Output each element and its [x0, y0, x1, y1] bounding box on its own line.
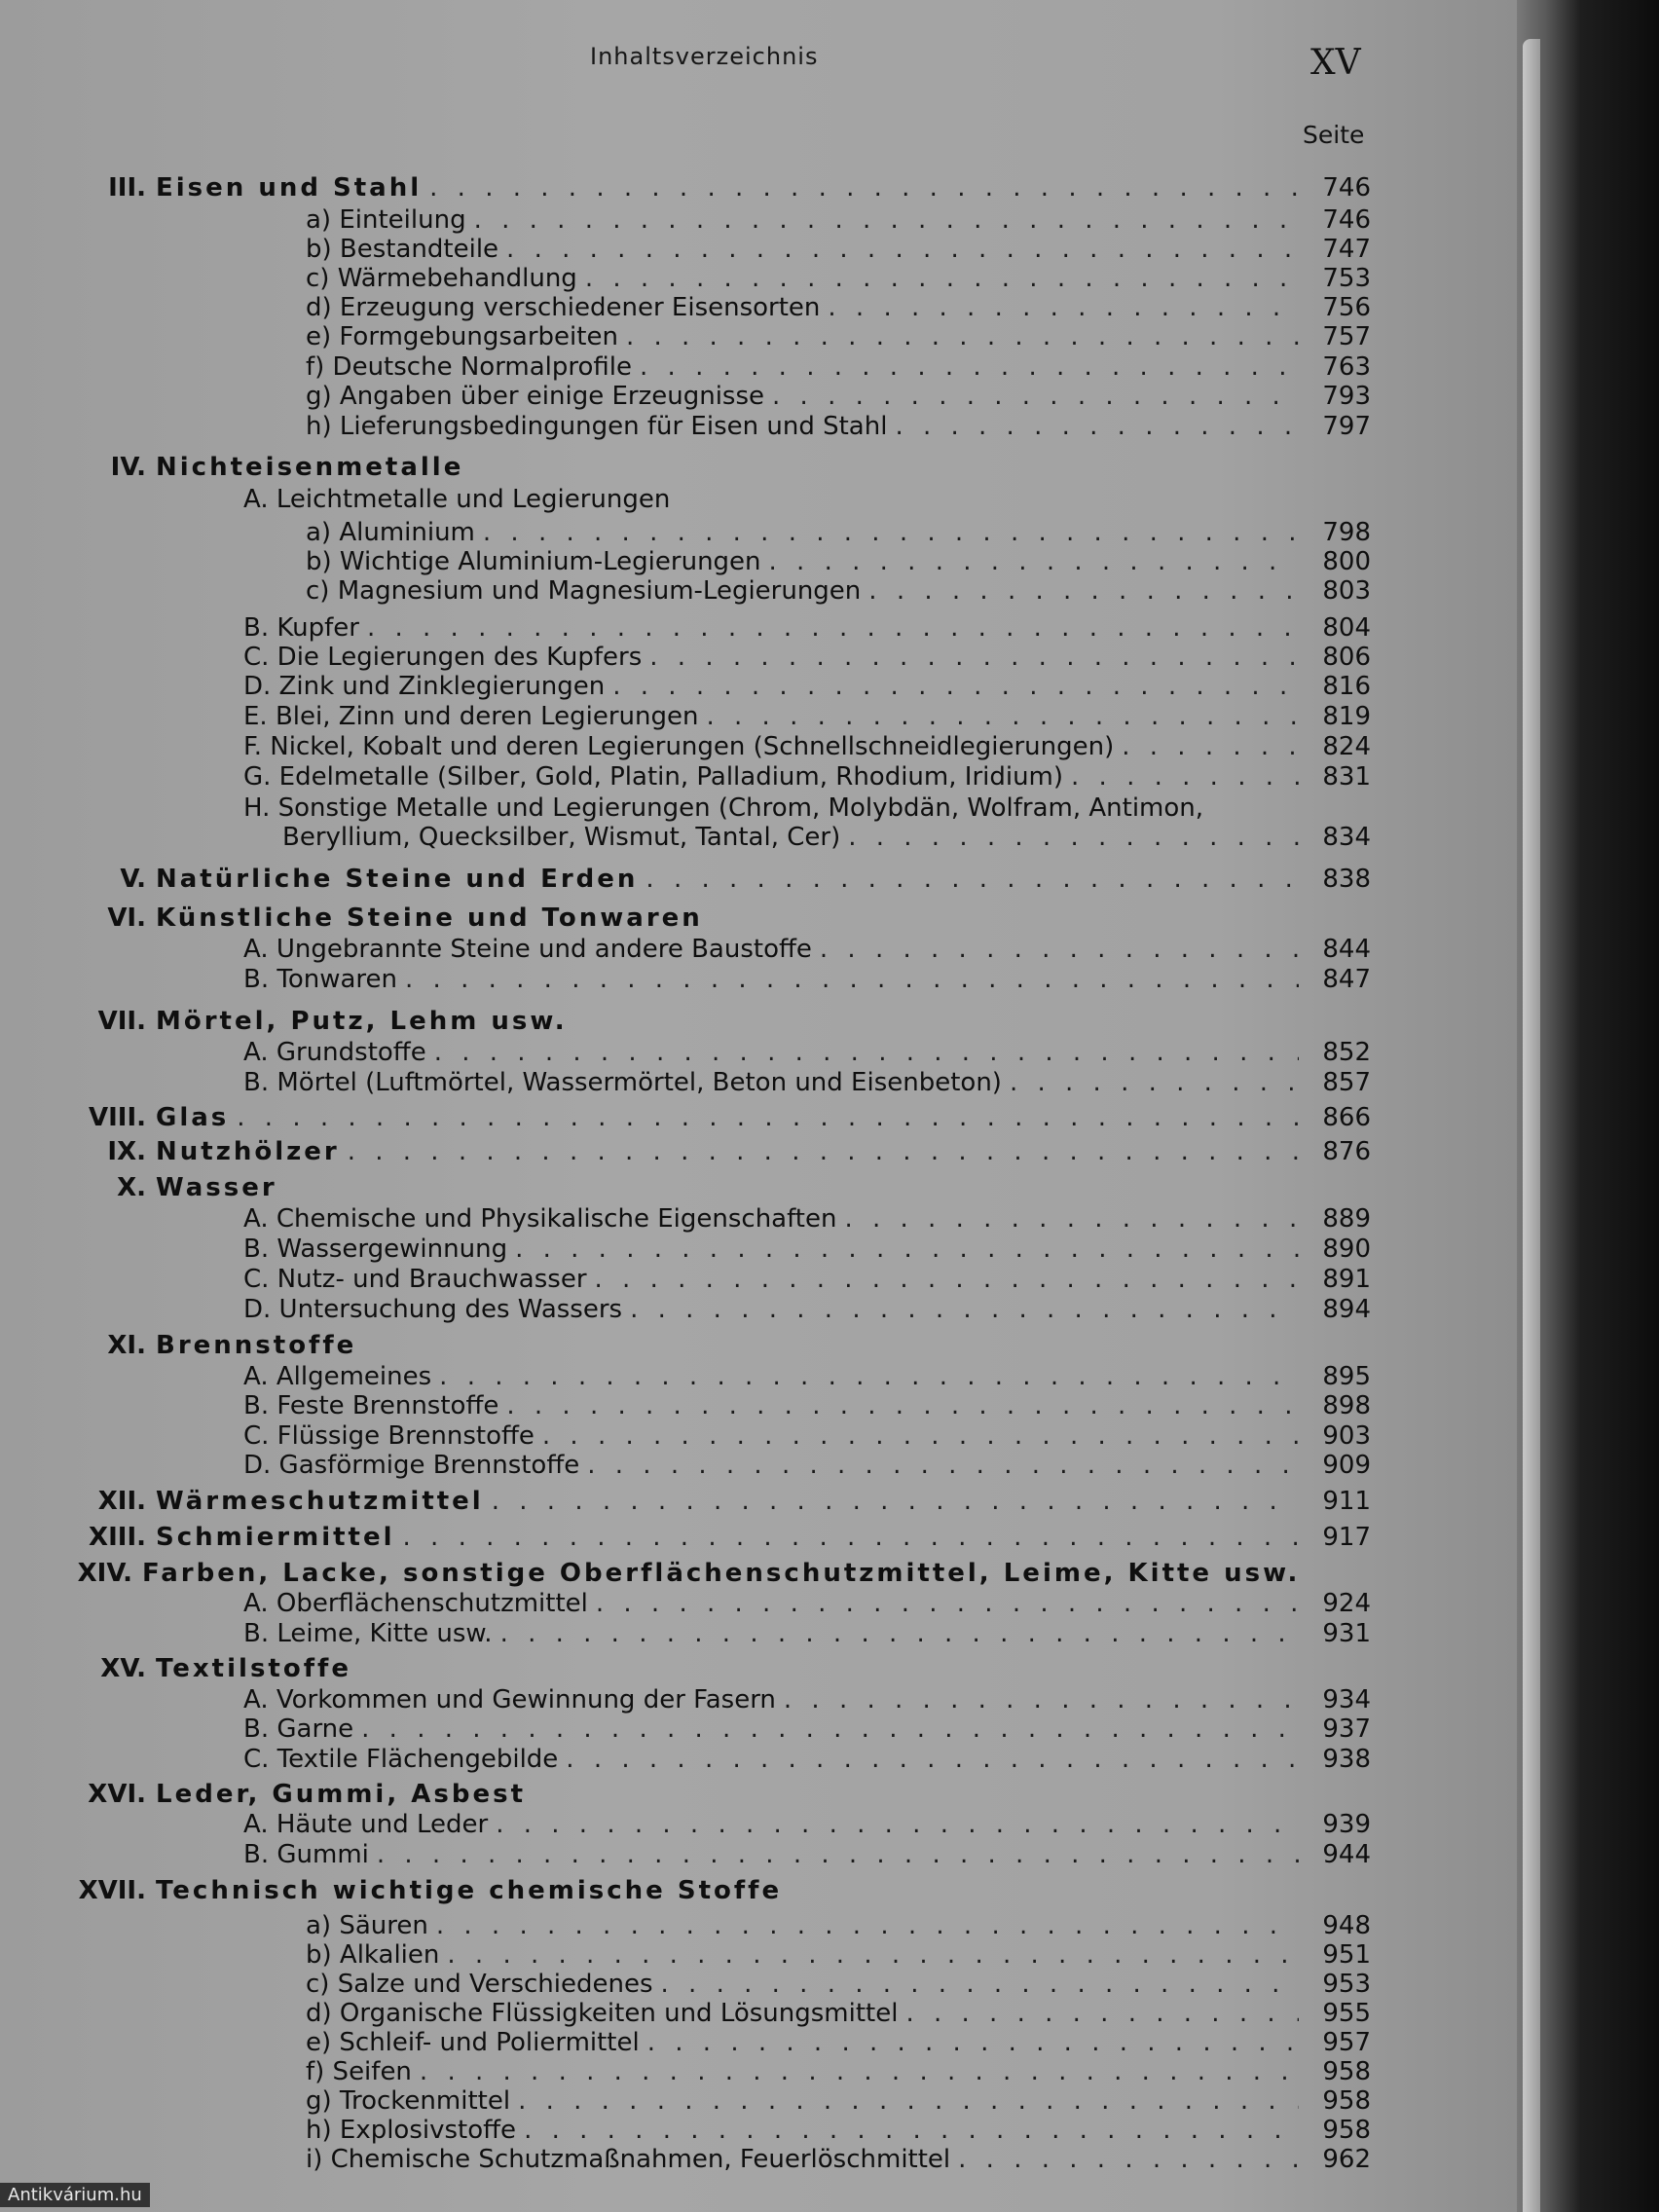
toc-entry	[306, 2028, 1371, 2057]
toc-entry	[58, 1137, 1371, 1166]
toc-entry-page: 798	[1322, 518, 1371, 547]
toc-entry	[243, 1265, 1371, 1294]
toc-entry	[243, 762, 1371, 792]
toc-entry-label: A. Allgemeines	[243, 1362, 432, 1391]
toc-leader-dots	[496, 1810, 1299, 1839]
toc-leader-dots	[348, 1137, 1299, 1166]
toc-entry-page: 917	[1322, 1523, 1371, 1552]
toc-entry	[243, 1810, 1371, 1839]
toc-leader-dots	[630, 1295, 1299, 1324]
toc-leader-dots	[596, 1589, 1299, 1618]
toc-entry-page: 891	[1322, 1265, 1371, 1294]
toc-entry	[243, 1038, 1371, 1067]
toc-leader-dots	[848, 823, 1299, 852]
toc-entry-label: C. Nutz- und Brauchwasser	[243, 1265, 587, 1294]
toc-entry-page: 866	[1322, 1103, 1371, 1132]
toc-entry	[58, 453, 1371, 482]
toc-entry-page: 844	[1322, 935, 1371, 964]
toc-leader-dots	[377, 1840, 1299, 1869]
toc-leader-dots	[649, 643, 1299, 672]
toc-entry-page: 958	[1322, 2116, 1371, 2145]
toc-entry-page: 803	[1322, 576, 1371, 606]
toc-entry-label: c) Salze und Verschiedenes	[306, 1970, 653, 1999]
toc-entry-label: B. Mörtel (Luftmörtel, Wassermörtel, Beton und Eisenbeton)	[243, 1068, 1002, 1097]
toc-leader-dots	[706, 702, 1299, 731]
toc-leader-dots	[645, 865, 1299, 894]
toc-entry-label: A. Vorkommen und Gewinnung der Fasern	[243, 1685, 776, 1714]
toc-leader-dots	[784, 1685, 1299, 1714]
page-column-heading: Seite	[1303, 121, 1365, 149]
toc-entry	[243, 1619, 1371, 1648]
toc-entry-label: Leder, Gummi, Asbest	[156, 1780, 526, 1809]
toc-entry	[243, 702, 1371, 731]
toc-entry	[58, 1559, 1371, 1588]
toc-entry	[58, 1780, 1371, 1809]
toc-leader-dots	[483, 518, 1299, 547]
toc-entry-label: A. Grundstoffe	[243, 1038, 426, 1067]
toc-entry-label: D. Zink und Zinklegierungen	[243, 672, 606, 701]
toc-entry	[243, 732, 1371, 761]
toc-entry	[306, 1940, 1371, 1970]
toc-entry	[306, 322, 1371, 351]
toc-leader-dots	[868, 576, 1299, 606]
toc-entry-label: Eisen und Stahl	[156, 173, 423, 203]
toc-entry-page: 746	[1322, 205, 1371, 235]
toc-entry	[58, 173, 1371, 203]
toc-leader-dots	[626, 322, 1299, 351]
toc-entry	[243, 1235, 1371, 1264]
toc-entry-label: Künstliche Steine und Tonwaren	[156, 903, 703, 933]
toc-entry	[243, 935, 1371, 964]
toc-entry	[306, 382, 1371, 411]
toc-entry-page: 938	[1322, 1745, 1371, 1774]
toc-entry-number: XIII.	[89, 1523, 146, 1552]
toc-entry-label: g) Trockenmittel	[306, 2086, 511, 2116]
toc-entry-number: VIII.	[88, 1103, 146, 1132]
toc-entry-page: 747	[1322, 235, 1371, 264]
toc-entry-page: 911	[1322, 1487, 1371, 1516]
toc-entry	[306, 2145, 1371, 2174]
toc-entry-label: A. Oberflächenschutzmittel	[243, 1589, 588, 1618]
watermark: Antikvárium.hu	[0, 2183, 150, 2207]
page-stack-edge	[1523, 39, 1540, 2212]
toc-leader-dots	[612, 672, 1299, 701]
toc-entry-page: 834	[1322, 823, 1371, 852]
toc-entry-label: c) Magnesium und Magnesium-Legierungen	[306, 576, 862, 606]
toc-leader-dots	[518, 2086, 1299, 2116]
toc-entry	[306, 235, 1371, 264]
toc-entry-number: VII.	[97, 1007, 146, 1036]
toc-leader-dots	[474, 205, 1299, 235]
toc-leader-dots	[844, 1204, 1299, 1234]
toc-entry	[306, 205, 1371, 235]
toc-entry-label: C. Textile Flächengebilde	[243, 1745, 559, 1774]
toc-entry-number: XI.	[107, 1331, 146, 1360]
toc-entry-label: b) Wichtige Aluminium-Legierungen	[306, 547, 761, 576]
toc-entry-label: B. Garne	[243, 1714, 354, 1744]
toc-entry-label: D. Gasförmige Brennstoffe	[243, 1451, 580, 1480]
toc-entry-number: XIV.	[77, 1559, 132, 1588]
toc-entry	[243, 1714, 1371, 1744]
toc-entry-label: B. Tonwaren	[243, 965, 398, 994]
toc-entry-page: 793	[1322, 382, 1371, 411]
toc-entry	[306, 1970, 1371, 1999]
toc-entry-page: 894	[1322, 1295, 1371, 1324]
toc-entry-page: 939	[1322, 1810, 1371, 1839]
toc-leader-dots	[439, 1362, 1299, 1391]
toc-leader-dots	[361, 1714, 1299, 1744]
toc-leader-dots	[447, 1940, 1299, 1970]
toc-leader-dots	[237, 1103, 1299, 1132]
toc-entry-page: 876	[1322, 1137, 1371, 1166]
toc-entry-label: B. Wassergewinnung	[243, 1235, 508, 1264]
toc-leader-dots	[828, 293, 1299, 322]
toc-entry	[243, 1204, 1371, 1234]
toc-entry-page: 831	[1322, 762, 1371, 792]
toc-entry-label: B. Kupfer	[243, 613, 359, 643]
toc-entry-number: III.	[108, 173, 146, 203]
toc-leader-dots	[492, 1487, 1299, 1516]
toc-leader-dots	[585, 264, 1299, 293]
toc-entry	[243, 643, 1371, 672]
toc-entry-page: 937	[1322, 1714, 1371, 1744]
toc-entry	[243, 1451, 1371, 1480]
toc-entry-number: X.	[117, 1173, 146, 1202]
toc-entry	[243, 1295, 1371, 1324]
toc-entry	[58, 1173, 1371, 1202]
toc-leader-dots	[820, 935, 1299, 964]
toc-entry-number: IV.	[110, 453, 146, 482]
toc-entry-number: XVII.	[78, 1876, 146, 1905]
toc-leader-dots	[506, 235, 1299, 264]
toc-entry	[243, 793, 1371, 823]
toc-entry-page: 847	[1322, 965, 1371, 994]
toc-entry	[243, 672, 1371, 701]
toc-entry-page: 924	[1322, 1589, 1371, 1618]
toc-leader-dots	[772, 382, 1299, 411]
toc-entry-page: 903	[1322, 1421, 1371, 1451]
toc-leader-dots	[661, 1970, 1299, 1999]
toc-entry-page: 931	[1322, 1619, 1371, 1648]
toc-entry-label: h) Explosivstoffe	[306, 2116, 517, 2145]
toc-entry	[58, 1103, 1371, 1132]
toc-leader-dots	[1010, 1068, 1299, 1097]
toc-entry-label: Glas	[156, 1103, 230, 1132]
toc-entry-label: A. Ungebrannte Steine und andere Baustoffe	[243, 935, 812, 964]
toc-entry-page: 948	[1322, 1911, 1371, 1940]
toc-leader-dots	[506, 1391, 1299, 1420]
toc-entry-page: 895	[1322, 1362, 1371, 1391]
toc-entry-label: B. Feste Brennstoffe	[243, 1391, 499, 1420]
page-number-roman: XV	[1310, 43, 1361, 83]
toc-entry	[306, 576, 1371, 606]
toc-entry-page: 763	[1322, 352, 1371, 382]
toc-entry-number: V.	[120, 865, 146, 894]
toc-entry	[58, 1007, 1371, 1036]
toc-entry	[58, 903, 1371, 933]
toc-leader-dots	[500, 1619, 1299, 1648]
toc-entry-label: A. Häute und Leder	[243, 1810, 489, 1839]
toc-entry-label: f) Deutsche Normalprofile	[306, 352, 633, 382]
toc-entry-page: 957	[1322, 2028, 1371, 2057]
toc-entry-label: Natürliche Steine und Erden	[156, 865, 639, 894]
toc-entry	[243, 485, 1371, 514]
page-header-title: Inhaltsverzeichnis	[590, 43, 819, 70]
toc-entry-page: 953	[1322, 1970, 1371, 1999]
toc-leader-dots	[420, 2057, 1299, 2086]
toc-entry-page: 958	[1322, 2057, 1371, 2086]
toc-entry-label: Mörtel, Putz, Lehm usw.	[156, 1007, 568, 1036]
toc-entry-number: XII.	[97, 1487, 146, 1516]
toc-entry	[243, 1362, 1371, 1391]
toc-entry	[243, 1068, 1371, 1097]
toc-entry	[282, 823, 1371, 852]
toc-entry	[306, 352, 1371, 382]
toc-entry-page: 819	[1322, 702, 1371, 731]
toc-entry-page: 753	[1322, 264, 1371, 293]
toc-entry-label: Wasser	[156, 1173, 277, 1202]
toc-entry-page: 757	[1322, 322, 1371, 351]
toc-leader-dots	[436, 1911, 1299, 1940]
toc-leader-dots	[515, 1235, 1299, 1264]
toc-entry	[243, 1840, 1371, 1869]
toc-entry	[58, 865, 1371, 894]
toc-leader-dots	[895, 412, 1299, 441]
toc-leader-dots	[403, 1523, 1299, 1552]
toc-entry-page: 746	[1322, 173, 1371, 203]
toc-entry	[58, 1654, 1371, 1683]
toc-entry-label: Nichteisenmetalle	[156, 453, 464, 482]
toc-entry-label: b) Bestandteile	[306, 235, 499, 264]
toc-entry-label: A. Leichtmetalle und Legierungen	[243, 485, 671, 514]
toc-entry	[58, 1331, 1371, 1360]
toc-entry	[243, 1685, 1371, 1714]
toc-entry-page: 824	[1322, 732, 1371, 761]
toc-leader-dots	[524, 2116, 1299, 2145]
toc-entry-page: 890	[1322, 1235, 1371, 1264]
toc-entry-page: 955	[1322, 1999, 1371, 2028]
toc-leader-dots	[434, 1038, 1299, 1067]
toc-entry-label: g) Angaben über einige Erzeugnisse	[306, 382, 765, 411]
toc-entry-page: 962	[1322, 2145, 1371, 2174]
toc-entry-page: 852	[1322, 1038, 1371, 1067]
toc-entry-label: Farben, Lacke, sonstige Oberflächenschutzmittel, Leime, Kitte usw.	[142, 1559, 1301, 1588]
toc-leader-dots	[640, 352, 1299, 382]
toc-entry	[243, 1391, 1371, 1420]
toc-entry	[306, 412, 1371, 441]
toc-entry-label: h) Lieferungsbedingungen für Eisen und Stahl	[306, 412, 888, 441]
toc-entry-label: d) Organische Flüssigkeiten und Lösungsmittel	[306, 1999, 899, 2028]
toc-entry	[243, 1589, 1371, 1618]
toc-entry-page: 944	[1322, 1840, 1371, 1869]
toc-entry	[243, 613, 1371, 643]
toc-entry-page: 756	[1322, 293, 1371, 322]
toc-leader-dots	[1122, 732, 1299, 761]
toc-entry-label: A. Chemische und Physikalische Eigenschaften	[243, 1204, 837, 1234]
toc-entry-page: 898	[1322, 1391, 1371, 1420]
toc-entry-number: VI.	[107, 903, 146, 933]
toc-leader-dots	[595, 1265, 1299, 1294]
toc-entry	[306, 518, 1371, 547]
toc-entry	[306, 293, 1371, 322]
toc-entry-label: B. Leime, Kitte usw.	[243, 1619, 493, 1648]
toc-entry-label: d) Erzeugung verschiedener Eisensorten	[306, 293, 821, 322]
toc-entry-label: e) Formgebungsarbeiten	[306, 322, 618, 351]
toc-entry-page: 889	[1322, 1204, 1371, 1234]
toc-entry-page: 797	[1322, 412, 1371, 441]
toc-entry	[306, 1911, 1371, 1940]
toc-entry-label: Textilstoffe	[156, 1654, 351, 1683]
toc-entry-label: G. Edelmetalle (Silber, Gold, Platin, Palladium, Rhodium, Iridium)	[243, 762, 1064, 792]
toc-entry-label: c) Wärmebehandlung	[306, 264, 577, 293]
toc-entry	[306, 264, 1371, 293]
toc-entry-number: XV.	[100, 1654, 146, 1683]
toc-entry-label: Nutzhölzer	[156, 1137, 340, 1166]
toc-entry	[58, 1523, 1371, 1552]
toc-entry-page: 800	[1322, 547, 1371, 576]
toc-entry-label: i) Chemische Schutzmaßnahmen, Feuerlöschmittel	[306, 2145, 951, 2174]
toc-entry-label: f) Seifen	[306, 2057, 412, 2086]
toc-entry	[243, 1745, 1371, 1774]
toc-entry-label: C. Die Legierungen des Kupfers	[243, 643, 643, 672]
toc-entry	[58, 1487, 1371, 1516]
toc-entry-label: Brennstoffe	[156, 1331, 357, 1360]
toc-entry-label: Technisch wichtige chemische Stoffe	[156, 1876, 783, 1905]
toc-entry-label: Schmiermittel	[156, 1523, 395, 1552]
toc-entry-label: e) Schleif- und Poliermittel	[306, 2028, 640, 2057]
toc-entry-label: E. Blei, Zinn und deren Legierungen	[243, 702, 699, 731]
toc-entry	[243, 965, 1371, 994]
toc-leader-dots	[905, 1999, 1299, 2028]
toc-entry-label: Wärmeschutzmittel	[156, 1487, 484, 1516]
toc-entry-label: a) Einteilung	[306, 205, 466, 235]
toc-entry-number: XVI.	[88, 1780, 146, 1809]
toc-entry-page: 951	[1322, 1940, 1371, 1970]
toc-entry-page: 934	[1322, 1685, 1371, 1714]
toc-leader-dots	[958, 2145, 1299, 2174]
toc-leader-dots	[1071, 762, 1299, 792]
toc-leader-dots	[587, 1451, 1299, 1480]
toc-entry-page: 806	[1322, 643, 1371, 672]
toc-entry	[306, 2086, 1371, 2116]
toc-entry-label: H. Sonstige Metalle und Legierungen (Chrom, Molybdän, Wolfram, Antimon,	[243, 793, 1204, 823]
toc-entry-label: C. Flüssige Brennstoffe	[243, 1421, 535, 1451]
toc-entry-page: 838	[1322, 865, 1371, 894]
toc-entry-number: IX.	[107, 1137, 146, 1166]
toc-leader-dots	[542, 1421, 1299, 1451]
toc-entry-page: 857	[1322, 1068, 1371, 1097]
toc-entry-label: a) Aluminium	[306, 518, 475, 547]
toc-entry	[306, 2116, 1371, 2145]
toc-entry-label: B. Gummi	[243, 1840, 369, 1869]
toc-leader-dots	[566, 1745, 1299, 1774]
toc-entry-label: b) Alkalien	[306, 1940, 440, 1970]
toc-entry	[306, 547, 1371, 576]
toc-entry-page: 816	[1322, 672, 1371, 701]
toc-entry	[306, 2057, 1371, 2086]
toc-entry-label: a) Säuren	[306, 1911, 428, 1940]
toc-leader-dots	[769, 547, 1299, 576]
toc-entry	[243, 1421, 1371, 1451]
toc-entry-page: 909	[1322, 1451, 1371, 1480]
toc-leader-dots	[429, 173, 1299, 203]
toc-leader-dots	[405, 965, 1299, 994]
toc-entry-page: 804	[1322, 613, 1371, 643]
toc-entry	[58, 1876, 1371, 1905]
toc-leader-dots	[647, 2028, 1299, 2057]
toc-entry-label: D. Untersuchung des Wassers	[243, 1295, 623, 1324]
toc-entry-page: 958	[1322, 2086, 1371, 2116]
toc-leader-dots	[367, 613, 1299, 643]
toc-entry	[306, 1999, 1371, 2028]
toc-entry-label: Beryllium, Quecksilber, Wismut, Tantal, Cer)	[282, 823, 841, 852]
toc-entry-label: F. Nickel, Kobalt und deren Legierungen (Schnellschneidlegierungen)	[243, 732, 1115, 761]
